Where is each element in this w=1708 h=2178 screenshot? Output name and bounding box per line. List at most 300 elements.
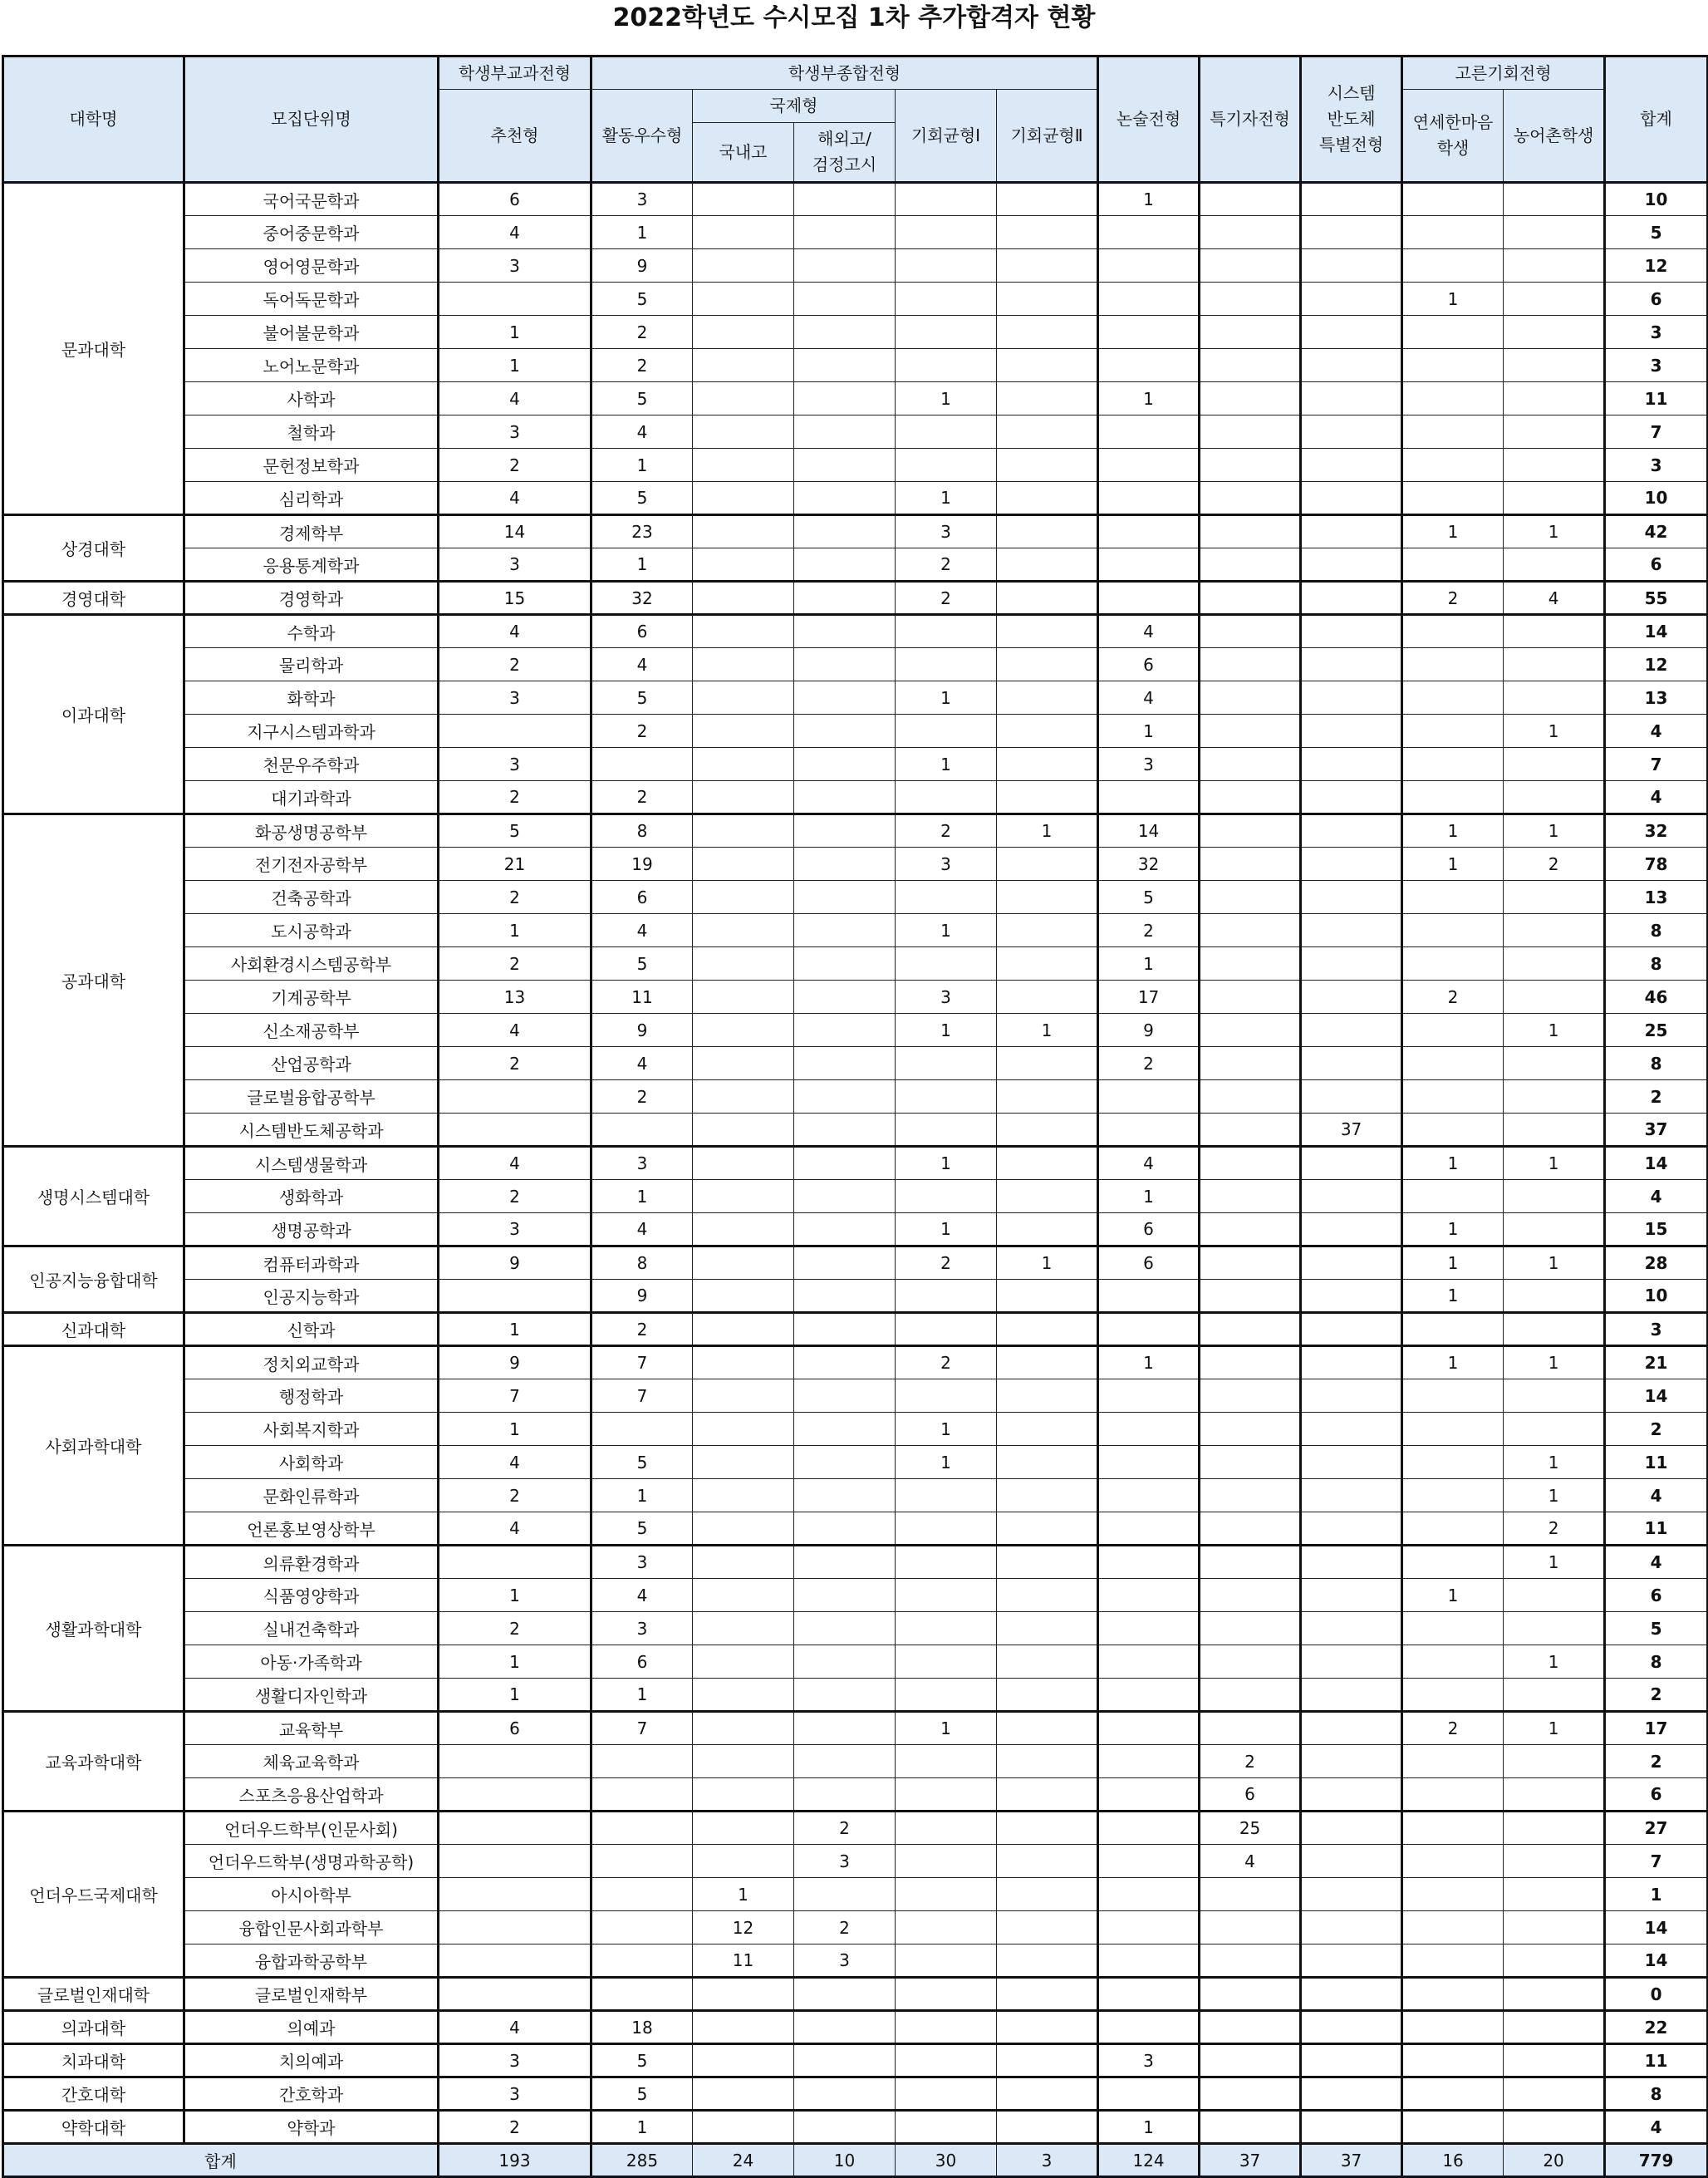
count-cell [1200,1512,1301,1546]
count-cell [1098,1080,1200,1114]
count-cell [693,914,794,947]
count-cell [1200,1679,1301,1712]
count-cell: 4 [1200,1845,1301,1878]
table-row [3,1778,1708,1812]
count-cell [1098,781,1200,814]
sum-cell: 16 [1402,2144,1504,2177]
count-cell: 1 [896,1413,997,1446]
sum-cell: 10 [794,2144,896,2177]
count-cell [1402,1080,1504,1114]
table-row [3,2111,1708,2144]
count-cell: 1 [591,2111,693,2144]
count-cell [794,515,896,548]
row-total-cell: 4 [1605,781,1708,814]
count-cell [1200,1446,1301,1479]
table-row [3,1114,1708,1147]
college-name: 생명시스템대학 [3,1147,184,1246]
college-name: 신과대학 [3,1313,184,1346]
count-cell [1301,615,1402,648]
count-cell [1200,515,1301,548]
count-cell: 1 [1504,1346,1605,1379]
count-cell [794,548,896,582]
count-cell: 9 [591,249,693,283]
count-cell [997,1280,1098,1313]
count-cell: 1 [439,316,591,349]
sum-cell: 20 [1504,2144,1605,2177]
table-row [3,2044,1708,2077]
count-cell [439,1845,591,1878]
count-cell: 1 [1402,1246,1504,1280]
count-cell [1200,2044,1301,2077]
table-row [3,1944,1708,1978]
count-cell [1504,216,1605,249]
unit-name: 심리학과 [184,482,439,515]
count-cell [1098,1413,1200,1446]
count-cell [693,814,794,848]
count-cell: 2 [439,1612,591,1645]
count-cell [794,681,896,715]
count-cell [1504,1280,1605,1313]
row-total-cell: 6 [1605,283,1708,316]
unit-name: 의류환경학과 [184,1546,439,1579]
count-cell [794,1679,896,1712]
count-cell [439,1080,591,1114]
table-row [3,1512,1708,1546]
count-cell [1504,1845,1605,1878]
count-cell [997,1446,1098,1479]
count-cell [1200,1978,1301,2011]
count-cell [693,415,794,449]
count-cell [1504,1745,1605,1778]
count-cell [896,947,997,981]
row-total-cell: 4 [1605,1180,1708,1213]
count-cell [693,1280,794,1313]
count-cell [1200,283,1301,316]
count-cell [997,1512,1098,1546]
unit-name: 신소재공학부 [184,1014,439,1047]
count-cell [591,1114,693,1147]
count-cell [997,1944,1098,1978]
count-cell [794,2011,896,2044]
unit-name: 문헌정보학과 [184,449,439,482]
count-cell [693,2044,794,2077]
unit-name: 약학과 [184,2111,439,2144]
count-cell [794,1446,896,1479]
count-cell [997,1845,1098,1878]
count-cell [794,648,896,681]
count-cell: 1 [896,1213,997,1246]
count-cell [794,1346,896,1379]
count-cell: 5 [1098,881,1200,914]
row-total-cell: 22 [1605,2011,1708,2044]
sum-cell: 30 [896,2144,997,2177]
count-cell [1200,1114,1301,1147]
table-row [3,1546,1708,1579]
table-row [3,449,1708,482]
college-name: 사회과학대학 [3,1346,184,1546]
count-cell [1402,482,1504,515]
count-cell [1402,183,1504,216]
count-cell [1402,1645,1504,1679]
header-total: 합계 [1605,57,1708,183]
unit-name: 화공생명공학부 [184,814,439,848]
unit-name: 철학과 [184,415,439,449]
count-cell [1504,1413,1605,1446]
count-cell [794,1612,896,1645]
count-cell [997,1911,1098,1944]
count-cell [896,2077,997,2111]
count-cell: 5 [591,681,693,715]
college-name: 언더우드국제대학 [3,1812,184,1978]
unit-name: 수학과 [184,615,439,648]
header-college: 대학명 [3,57,184,183]
count-cell [1402,2044,1504,2077]
count-cell [794,283,896,316]
count-cell [693,1313,794,1346]
count-cell: 5 [591,2077,693,2111]
count-cell: 2 [896,1246,997,1280]
unit-name: 시스템반도체공학과 [184,1114,439,1147]
count-cell [794,1546,896,1579]
count-cell [794,1313,896,1346]
count-cell: 6 [1098,648,1200,681]
unit-name: 화학과 [184,681,439,715]
table-row [3,615,1708,648]
count-cell [693,1745,794,1778]
count-cell [896,1878,997,1911]
count-cell [1301,1014,1402,1047]
count-cell [1200,216,1301,249]
count-cell [439,1745,591,1778]
table-row [3,1080,1708,1114]
count-cell [1402,1845,1504,1878]
count-cell: 2 [439,1180,591,1213]
table-row [3,548,1708,582]
count-cell [997,1612,1098,1645]
unit-name: 실내건축학과 [184,1612,439,1645]
count-cell: 1 [997,814,1098,848]
count-cell [1301,548,1402,582]
college-name: 의과대학 [3,2011,184,2044]
count-cell [1504,2044,1605,2077]
count-cell [896,1512,997,1546]
count-cell [1301,349,1402,382]
count-cell [997,1379,1098,1413]
count-cell [896,249,997,283]
count-cell [997,548,1098,582]
count-cell: 5 [591,947,693,981]
table-row [3,382,1708,415]
count-cell [997,1147,1098,1180]
table-row [3,781,1708,814]
unit-name: 독어독문학과 [184,283,439,316]
count-cell [1200,2011,1301,2044]
header-group-school-record: 학생부교과전형 [439,57,591,90]
table-row [3,316,1708,349]
count-cell [693,216,794,249]
count-cell: 2 [591,1080,693,1114]
count-cell [997,1114,1098,1147]
count-cell [693,1645,794,1679]
count-cell [1301,2044,1402,2077]
count-cell: 6 [1098,1213,1200,1246]
count-cell [1098,582,1200,615]
count-cell [794,1147,896,1180]
count-cell [794,1479,896,1512]
count-cell [1301,881,1402,914]
count-cell [1402,1878,1504,1911]
count-cell [693,1579,794,1612]
count-cell [794,1778,896,1812]
count-cell [1301,1679,1402,1712]
count-cell [794,748,896,781]
count-cell [794,615,896,648]
count-cell [1301,316,1402,349]
count-cell: 2 [591,349,693,382]
row-total-cell: 2 [1605,1679,1708,1712]
count-cell: 1 [896,1147,997,1180]
count-cell [997,2077,1098,2111]
count-cell: 23 [591,515,693,548]
college-name: 교육과학대학 [3,1712,184,1812]
count-cell [1200,482,1301,515]
row-total-cell: 11 [1605,382,1708,415]
count-cell [794,2077,896,2111]
count-cell [1200,1944,1301,1978]
count-cell [1301,1978,1402,2011]
table-row [3,283,1708,316]
count-cell [693,615,794,648]
count-cell [1301,681,1402,715]
count-cell [1301,1313,1402,1346]
count-cell [1301,1080,1402,1114]
count-cell [1200,1878,1301,1911]
count-cell [1200,1546,1301,1579]
count-cell [896,1114,997,1147]
count-cell [693,1679,794,1712]
unit-name: 정치외교학과 [184,1346,439,1379]
count-cell [1402,2111,1504,2144]
count-cell [1200,1645,1301,1679]
unit-name: 경제학부 [184,515,439,548]
count-cell [1504,881,1605,914]
count-cell [1200,349,1301,382]
count-cell [591,1812,693,1845]
count-cell [1301,2011,1402,2044]
count-cell [1200,781,1301,814]
count-cell [1504,1612,1605,1645]
count-cell [1098,482,1200,515]
count-cell [693,1778,794,1812]
count-cell: 9 [439,1246,591,1280]
count-cell [1200,1180,1301,1213]
table-row [3,415,1708,449]
count-cell [1301,582,1402,615]
count-cell [1301,382,1402,415]
row-total-cell: 11 [1605,2044,1708,2077]
count-cell: 4 [591,1213,693,1246]
count-cell [997,914,1098,947]
unit-name: 융합과학공학부 [184,1944,439,1978]
header-yonsei-heart-line2: 학생 [1436,138,1470,158]
unit-name: 사학과 [184,382,439,415]
count-cell [1200,1213,1301,1246]
count-cell: 6 [1200,1778,1301,1812]
table-row [3,1812,1708,1845]
count-cell [997,681,1098,715]
unit-name: 사회학과 [184,1446,439,1479]
unit-name: 지구시스템과학과 [184,715,439,748]
count-cell: 3 [896,515,997,548]
sum-cell: 37 [1301,2144,1402,2177]
row-total-cell: 5 [1605,1612,1708,1645]
admissions-table [2,55,1708,2178]
row-total-cell: 8 [1605,947,1708,981]
count-cell: 2 [439,881,591,914]
count-cell [1402,1978,1504,2011]
count-cell [1098,449,1200,482]
count-cell [1200,183,1301,216]
count-cell [794,981,896,1014]
count-cell [896,1280,997,1313]
count-cell [439,1546,591,1579]
page-title: 2022학년도 수시모집 1차 추가합격자 현황 [612,3,1096,32]
count-cell [1301,1845,1402,1878]
count-cell [1402,914,1504,947]
count-cell [1098,1978,1200,2011]
count-cell [1301,1546,1402,1579]
count-cell [997,582,1098,615]
header-opportunity-2: 기회균형Ⅱ [997,90,1098,183]
count-cell: 4 [591,1579,693,1612]
count-cell [1402,1944,1504,1978]
row-total-cell: 4 [1605,1479,1708,1512]
count-cell [794,1047,896,1080]
count-cell [1402,1911,1504,1944]
count-cell: 2 [591,1313,693,1346]
count-cell: 3 [896,981,997,1014]
count-cell [997,648,1098,681]
unit-name: 문화인류학과 [184,1479,439,1512]
count-cell [997,1313,1098,1346]
table-row [3,2011,1708,2044]
college-name: 치과대학 [3,2044,184,2077]
count-cell [794,482,896,515]
count-cell [1504,1114,1605,1147]
count-cell [1200,582,1301,615]
unit-name: 간호학과 [184,2077,439,2111]
count-cell: 1 [439,1413,591,1446]
count-cell [997,349,1098,382]
count-cell [1200,681,1301,715]
row-total-cell: 10 [1605,1280,1708,1313]
count-cell [896,283,997,316]
unit-name: 경영학과 [184,582,439,615]
unit-name: 영어영문학과 [184,249,439,283]
header-essay: 논술전형 [1098,57,1200,183]
count-cell: 2 [896,1346,997,1379]
unit-name: 응용통계학과 [184,548,439,582]
count-cell [591,1911,693,1944]
count-cell [439,1114,591,1147]
count-cell: 37 [1301,1114,1402,1147]
count-cell: 3 [439,249,591,283]
unit-name: 도시공학과 [184,914,439,947]
count-cell [1402,615,1504,648]
count-cell [591,1778,693,1812]
count-cell: 2 [1200,1745,1301,1778]
table-row [3,648,1708,681]
count-cell [997,1346,1098,1379]
count-cell: 14 [1098,814,1200,848]
count-cell [1504,2011,1605,2044]
count-cell [1200,1579,1301,1612]
count-cell [1402,548,1504,582]
count-cell [896,183,997,216]
count-cell [693,316,794,349]
count-cell [794,1213,896,1246]
count-cell [794,1180,896,1213]
count-cell [1402,648,1504,681]
count-cell [439,1280,591,1313]
unit-name: 글로벌융합공학부 [184,1080,439,1114]
row-total-cell: 17 [1605,1712,1708,1745]
count-cell [997,1778,1098,1812]
count-cell [997,216,1098,249]
count-cell [591,1745,693,1778]
count-cell [896,1778,997,1812]
count-cell [997,1180,1098,1213]
count-cell [693,1612,794,1645]
count-cell [997,1878,1098,1911]
count-cell [693,1546,794,1579]
count-cell [1402,1679,1504,1712]
count-cell: 21 [439,848,591,881]
count-cell: 1 [1504,1246,1605,1280]
count-cell: 1 [1504,1446,1605,1479]
count-cell: 3 [439,548,591,582]
count-cell [1098,1579,1200,1612]
count-cell [1301,1512,1402,1546]
count-cell: 2 [591,316,693,349]
count-cell [794,947,896,981]
count-cell [1402,715,1504,748]
count-cell [1402,781,1504,814]
count-cell [693,1346,794,1379]
count-cell: 3 [591,1147,693,1180]
count-cell: 1 [1504,1014,1605,1047]
count-cell: 1 [1402,814,1504,848]
count-cell: 1 [1504,715,1605,748]
college-name: 약학대학 [3,2111,184,2144]
row-total-cell: 8 [1605,2077,1708,2111]
count-cell [896,715,997,748]
header-rural: 농어촌학생 [1504,90,1605,183]
count-cell [1504,615,1605,648]
count-cell [439,283,591,316]
count-cell [997,881,1098,914]
count-cell [693,881,794,914]
table-row [3,1446,1708,1479]
row-total-cell: 7 [1605,1845,1708,1878]
college-name: 문과대학 [3,183,184,515]
count-cell: 1 [591,1180,693,1213]
count-cell [1504,1679,1605,1712]
table-row [3,349,1708,382]
count-cell [1402,1180,1504,1213]
count-cell [1301,1944,1402,1978]
count-cell [1504,1047,1605,1080]
